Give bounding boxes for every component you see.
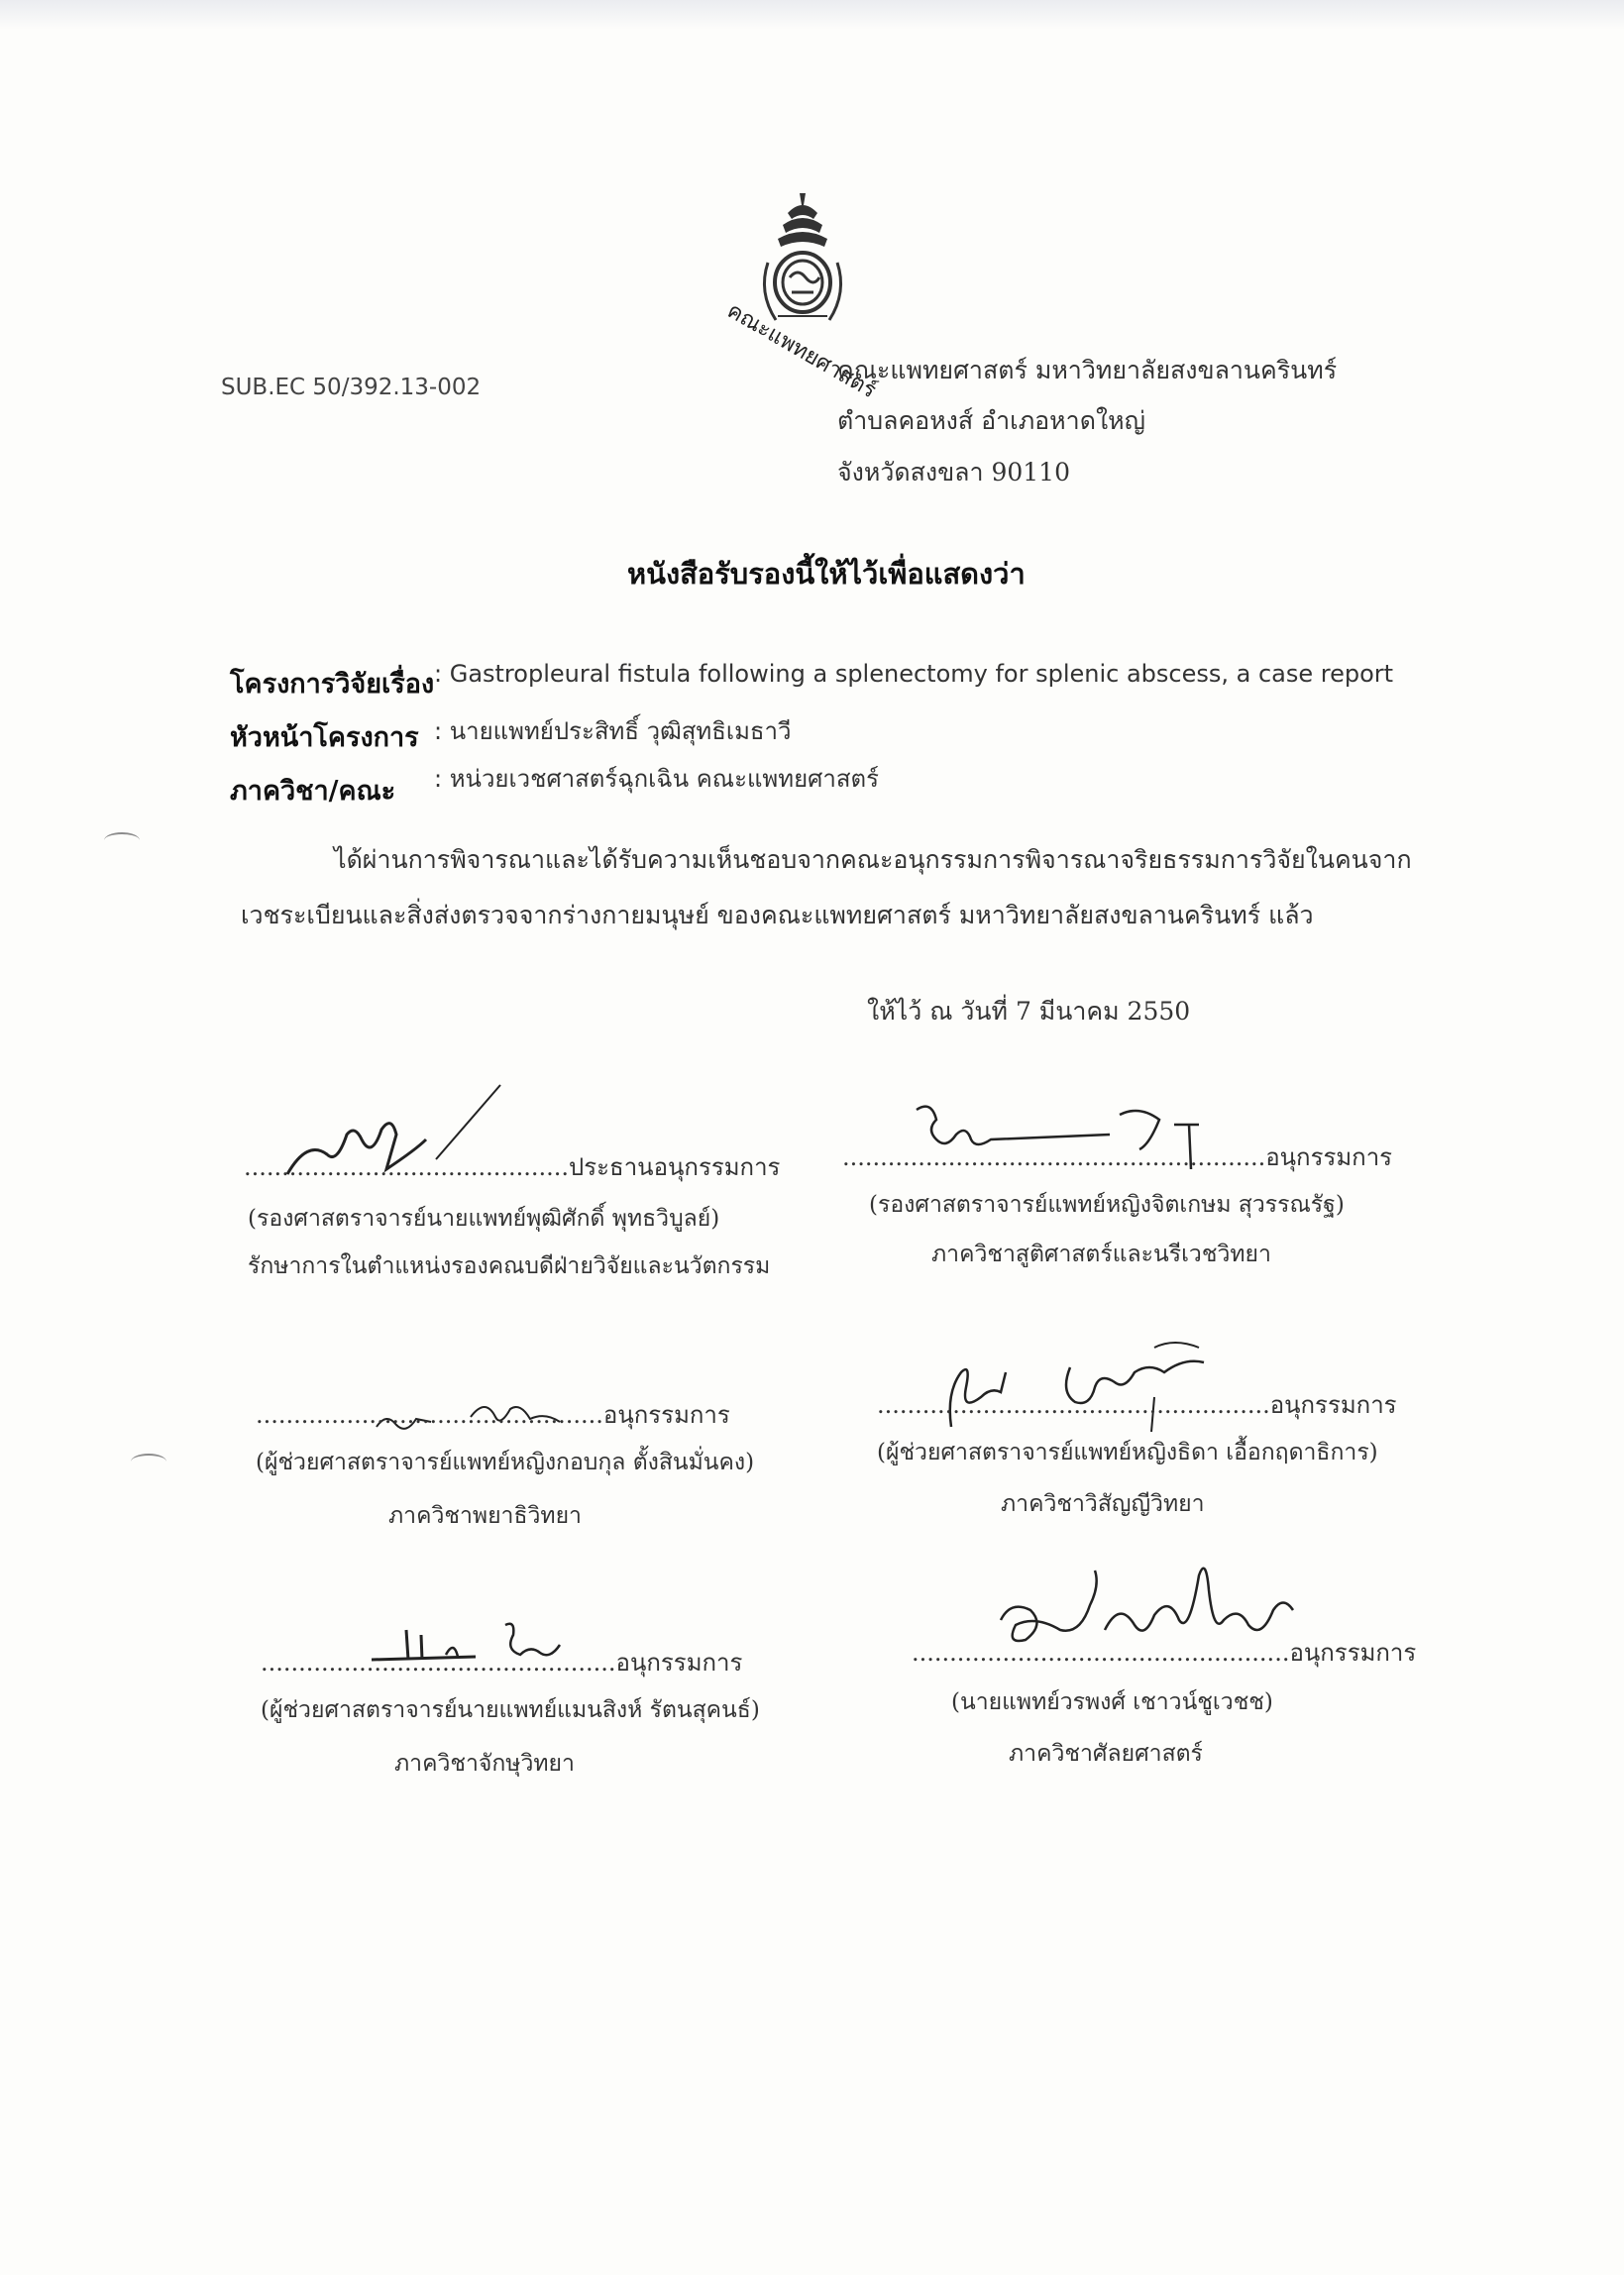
address-line: คณะแพทยศาสตร์ มหาวิทยาลัยสงขลานครินทร์ [837,356,1338,384]
signature-line-chair: ...........................................ประธานอนุกรรมการ [244,1153,781,1181]
signatory-department: รักษาการในตำแหน่งรองคณบดีฝ่ายวิจัยและนวัตกรรม [248,1253,771,1279]
signatory-name: (นายแพทย์วรพงศ์ เชาวน์ชูเวชช) [951,1689,1273,1715]
signatory-name: (รองศาสตราจารย์แพทย์หญิงจิตเกษม สุวรรณรัฐ) [869,1192,1345,1218]
field-value-department: : หน่วยเวชศาสตร์ฉุกเฉิน คณะแพทยศาสตร์ [434,765,879,793]
scan-mark [131,1454,166,1469]
scan-mark [104,832,140,848]
seal-caption: คณะแพทยศาสตร์ [722,298,881,404]
field-label-project: โครงการวิจัยเรื่อง [230,669,435,700]
signatory-department: ภาควิชาพยาธิวิทยา [388,1503,582,1529]
signature-line-member: ...............................................อนุกรรมการ [261,1649,743,1677]
signatory-name: (ผู้ช่วยศาสตราจารย์แพทย์หญิงธิดา เอื้อกฤดาธิการ) [877,1440,1378,1465]
signatory-department: ภาควิชาจักษุวิทยา [394,1751,575,1777]
body-line: ได้ผ่านการพิจารณาและได้รับความเห็นชอบจากคณะอนุกรรมการพิจารณาจริยธรรมการวิจัยในคนจาก [334,845,1412,874]
address-line: ตำบลคอหงส์ อำเภอหาดใหญ่ [837,406,1145,435]
field-label-lead: หัวหน้าโครงการ [230,722,419,753]
signature-line-member: ........................................................อนุกรรมการ [842,1143,1393,1171]
signatory-department: ภาควิชาสูติศาสตร์และนรีเวชวิทยา [931,1242,1271,1267]
signature-line-member: ..................................................อนุกรรมการ [912,1639,1417,1667]
field-value-project: : Gastropleural fistula following a splenectomy for splenic abscess, a case report [434,660,1394,688]
signatory-name: (ผู้ช่วยศาสตราจารย์แพทย์หญิงกอบกุล ตั้งสินมั่นคง) [256,1450,755,1475]
signatory-name: (รองศาสตราจารย์นายแพทย์พุฒิศักดิ์ พุทธวิบูลย์) [248,1206,720,1232]
signatory-department: ภาควิชาศัลยศาสตร์ [1009,1741,1203,1767]
field-label-department: ภาควิชา/คณะ [230,776,396,807]
body-line: เวชระเบียนและสิ่งส่งตรวจจากร่างกายมนุษย์ ของคณะแพทยศาสตร์ มหาวิทยาลัยสงขลานครินทร์ แล้ว [241,901,1314,929]
address-line: จังหวัดสงขลา 90110 [837,458,1070,487]
reference-number: SUB.EC 50/392.13-002 [221,375,482,400]
signatory-name: (ผู้ช่วยศาสตราจารย์นายแพทย์แมนสิงห์ รัตนสุคนธ์) [261,1697,760,1723]
signature-line-member: ....................................................อนุกรรมการ [877,1391,1397,1419]
field-value-lead: : นายแพทย์ประสิทธิ์ วุฒิสุทธิเมธาวี [434,717,792,745]
signatory-department: ภาควิชาวิสัญญีวิทยา [1001,1491,1205,1517]
certificate-heading: หนังสือรับรองนี้ให้ไว้เพื่อแสดงว่า [627,557,1026,591]
issued-date: ให้ไว้ ณ วันที่ 7 มีนาคม 2550 [867,997,1191,1026]
signature-line-member: ..............................................อนุกรรมการ [256,1401,730,1429]
scan-artifact [0,0,1624,30]
